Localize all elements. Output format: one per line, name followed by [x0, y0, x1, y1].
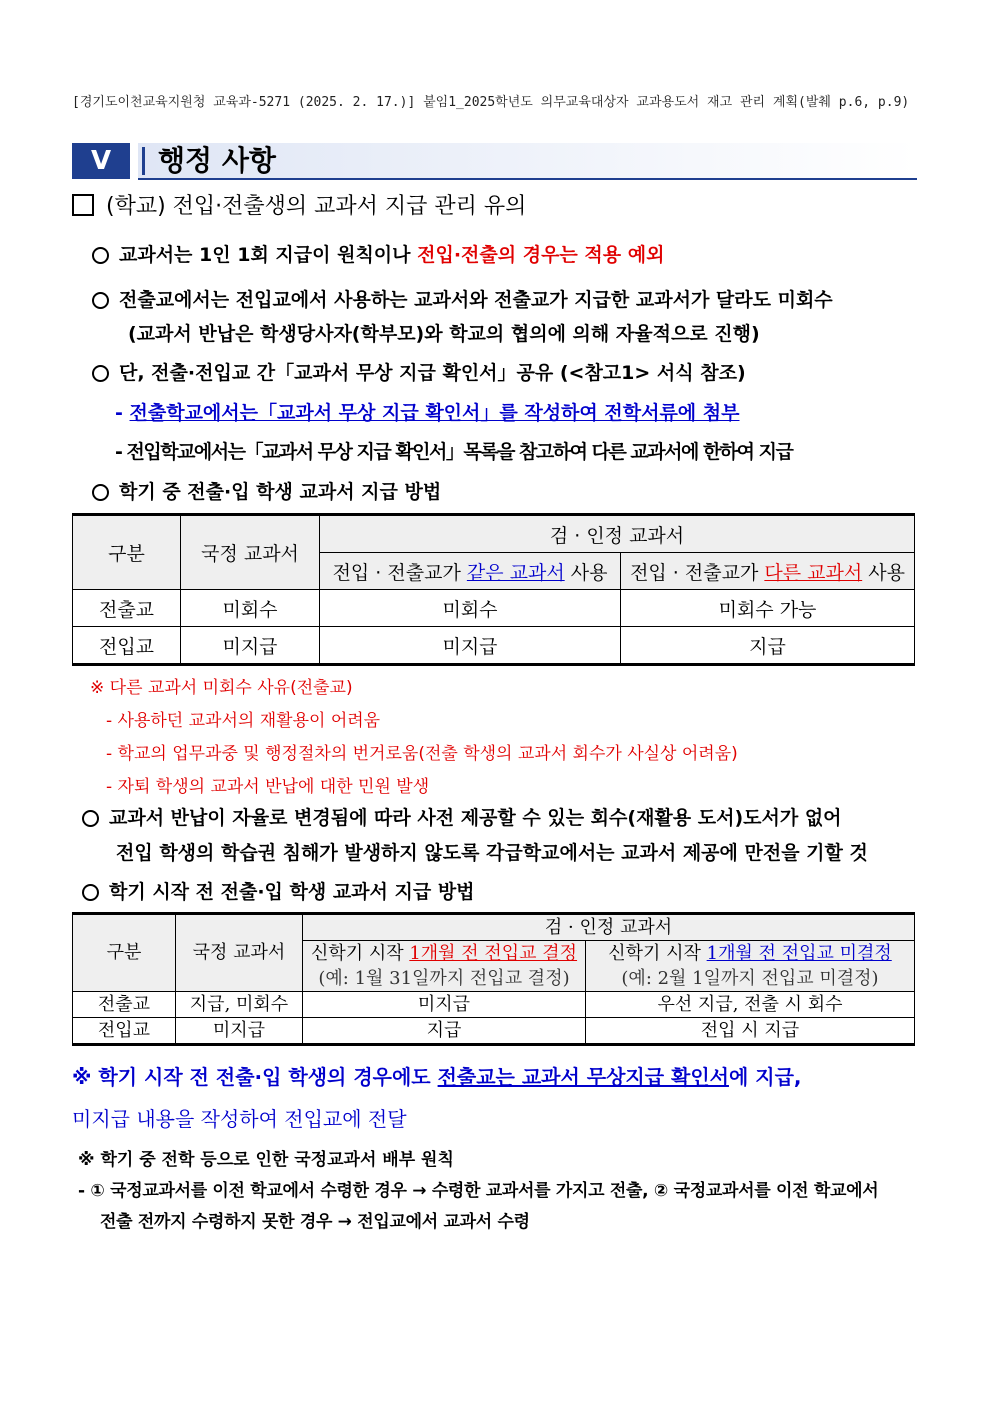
table-prestart — [72, 912, 915, 1046]
t2-r1-label: 전입교 — [73, 1018, 176, 1045]
bullet-4 — [92, 477, 441, 507]
bullet-1-highlight: 전입·전출의 경우는 적용 예외 — [417, 244, 665, 266]
dash-1: - 전출학교에서는「교과서 무상 지급 확인서」를 작성하여 전학서류에 첨부 — [115, 402, 740, 424]
bullet-3-text: 단, 전출·전입교 간「교과서 무상 지급 확인서」공유 (<참고1> 서식 참조) — [119, 362, 746, 384]
t1-r0-diff: 미회수 가능 — [621, 590, 915, 627]
heading — [72, 192, 526, 222]
t2-col-national: 국정 교과서 — [176, 914, 303, 992]
t2-sub1: 신학기 시작 1개월 전 전입교 결정 — [303, 941, 586, 967]
t2-r1-c2: 전입 시 지급 — [586, 1018, 915, 1045]
bullet-2-line1: 전출교에서는 전입교에서 사용하는 교과서와 전출교가 지급한 교과서가 달라도 미회수 — [119, 289, 833, 311]
note-1-post: 에 지급, — [728, 1065, 802, 1089]
t1-r1-diff: 지급 — [621, 627, 915, 665]
t2-r1-national: 미지급 — [176, 1018, 303, 1045]
t1-col-national: 국정 교과서 — [181, 515, 320, 590]
section-underline — [138, 178, 917, 180]
t2-sub2-example: (예: 2월 1일까지 전입교 미결정) — [586, 966, 915, 992]
bullet-6 — [82, 877, 475, 907]
bullet-2 — [92, 285, 922, 349]
heading-text: (학교) 전입·전출생의 교과서 지급 관리 유의 — [106, 194, 527, 219]
section-number: V — [72, 143, 130, 179]
t2-r0-label: 전출교 — [73, 992, 176, 1018]
t1-sub-same: 전입 · 전출교가 같은 교과서 사용 — [320, 553, 621, 590]
note-2-line1: - ① 국정교과서를 이전 학교에서 수령한 경우 → 수령한 교과서를 가지고 전출, ② 국정교과서를 이전 학교에서 — [78, 1181, 879, 1201]
circle-bullet-icon — [92, 292, 109, 309]
t1-r1-national: 미지급 — [181, 627, 320, 665]
t2-r0-national: 지급, 미회수 — [176, 992, 303, 1018]
t1-col-certified: 검 · 인정 교과서 — [320, 515, 915, 553]
bullet-1 — [92, 240, 664, 270]
circle-bullet-icon — [92, 247, 109, 264]
circle-bullet-icon — [92, 365, 109, 382]
bullet-1-text: 교과서는 1인 1회 지급이 원칙이나 — [119, 244, 418, 266]
reason-title: ※ 다른 교과서 미회수 사유(전출교) — [90, 678, 353, 698]
note-2-body — [78, 1176, 923, 1238]
t1-r0-same: 미회수 — [320, 590, 621, 627]
t2-r1-c1: 지급 — [303, 1018, 586, 1045]
dash-1-text: 전출학교에서는「교과서 무상 지급 확인서」를 작성하여 전학서류에 첨부 — [129, 402, 740, 424]
dash-2: - 전입학교에서는「교과서 무상 지급 확인서」목록을 참고하여 다른 교과서에 한하여 지급 — [115, 441, 793, 463]
t1-r0-national: 미회수 — [181, 590, 320, 627]
t1-r1-label: 전입교 — [73, 627, 181, 665]
t2-r0-c1: 미지급 — [303, 992, 586, 1018]
note-1-highlight: 전출교는 교과서 무상지급 확인서 — [437, 1065, 729, 1089]
note-1-line2: 미지급 내용을 작성하여 전입교에 전달 — [72, 1107, 407, 1131]
checkbox-square-icon — [72, 194, 94, 216]
table-row — [73, 590, 915, 627]
table-midterm — [72, 513, 915, 666]
note-2-title: ※ 학기 중 전학 등으로 인한 국정교과서 배부 원칙 — [78, 1150, 454, 1170]
bullet-3 — [92, 358, 746, 388]
table-row — [73, 627, 915, 665]
t1-col-gubun: 구분 — [73, 515, 181, 590]
table-row — [73, 1018, 915, 1045]
reason-item-0: - 사용하던 교과서의 재활용이 어려움 — [106, 711, 381, 731]
table-row — [73, 992, 915, 1018]
bullet-5-line2: 전입 학생의 학습권 침해가 발생하지 않도록 각급학교에서는 교과서 제공에 만전을 기할 것 — [116, 842, 868, 864]
circle-bullet-icon — [82, 884, 99, 901]
t2-r0-c2: 우선 지급, 전출 시 회수 — [586, 992, 915, 1018]
t2-col-certified: 검 · 인정 교과서 — [303, 914, 915, 941]
bullet-5-line1: 교과서 반납이 자율로 변경됨에 따라 사전 제공할 수 있는 회수(재활용 도서)도서가 없어 — [109, 807, 842, 829]
bullet-4-text: 학기 중 전출·입 학생 교과서 지급 방법 — [119, 481, 442, 503]
reason-block — [90, 672, 738, 804]
t1-r1-same: 미지급 — [320, 627, 621, 665]
bullet-6-text: 학기 시작 전 전출·입 학생 교과서 지급 방법 — [109, 881, 475, 903]
section-divider — [142, 147, 145, 175]
t1-r0-label: 전출교 — [73, 590, 181, 627]
source-line: [경기도이천교육지원청 교육과-5271 (2025. 2. 17.)] 붙임1_2025학년도 의무교육대상자 교과용도서 재고 관리 계획(발췌 p.6, p.9) — [72, 95, 910, 110]
reason-item-2: - 자퇴 학생의 교과서 반납에 대한 민원 발생 — [106, 777, 430, 797]
reason-item-1: - 학교의 업무과중 및 행정절차의 번거로움(전출 학생의 교과서 회수가 사실상 어려움) — [106, 744, 738, 764]
section-header — [72, 143, 917, 181]
bullet-2-line2: (교과서 반납은 학생당사자(학부모)와 학교의 협의에 의해 자율적으로 진행) — [128, 323, 760, 345]
t1-sub-diff: 전입 · 전출교가 다른 교과서 사용 — [621, 553, 915, 590]
note-2-line2: 전출 전까지 수령하지 못한 경우 → 전입교에서 교과서 수령 — [100, 1212, 530, 1232]
circle-bullet-icon — [82, 810, 99, 827]
circle-bullet-icon — [92, 484, 109, 501]
note-1-pre: ※ 학기 시작 전 전출·입 학생의 경우에도 — [72, 1065, 438, 1089]
bullet-5 — [82, 803, 922, 868]
dash-2-text: 전입학교에서는「교과서 무상 지급 확인서」목록을 참고하여 다른 교과서에 한하여 지급 — [126, 441, 793, 463]
t2-col-gubun: 구분 — [73, 914, 176, 992]
note-1 — [72, 1062, 802, 1134]
t2-sub1-example: (예: 1월 31일까지 전입교 결정) — [303, 966, 586, 992]
section-title: 행정 사항 — [158, 144, 276, 177]
t2-sub2: 신학기 시작 1개월 전 전입교 미결정 — [586, 941, 915, 967]
